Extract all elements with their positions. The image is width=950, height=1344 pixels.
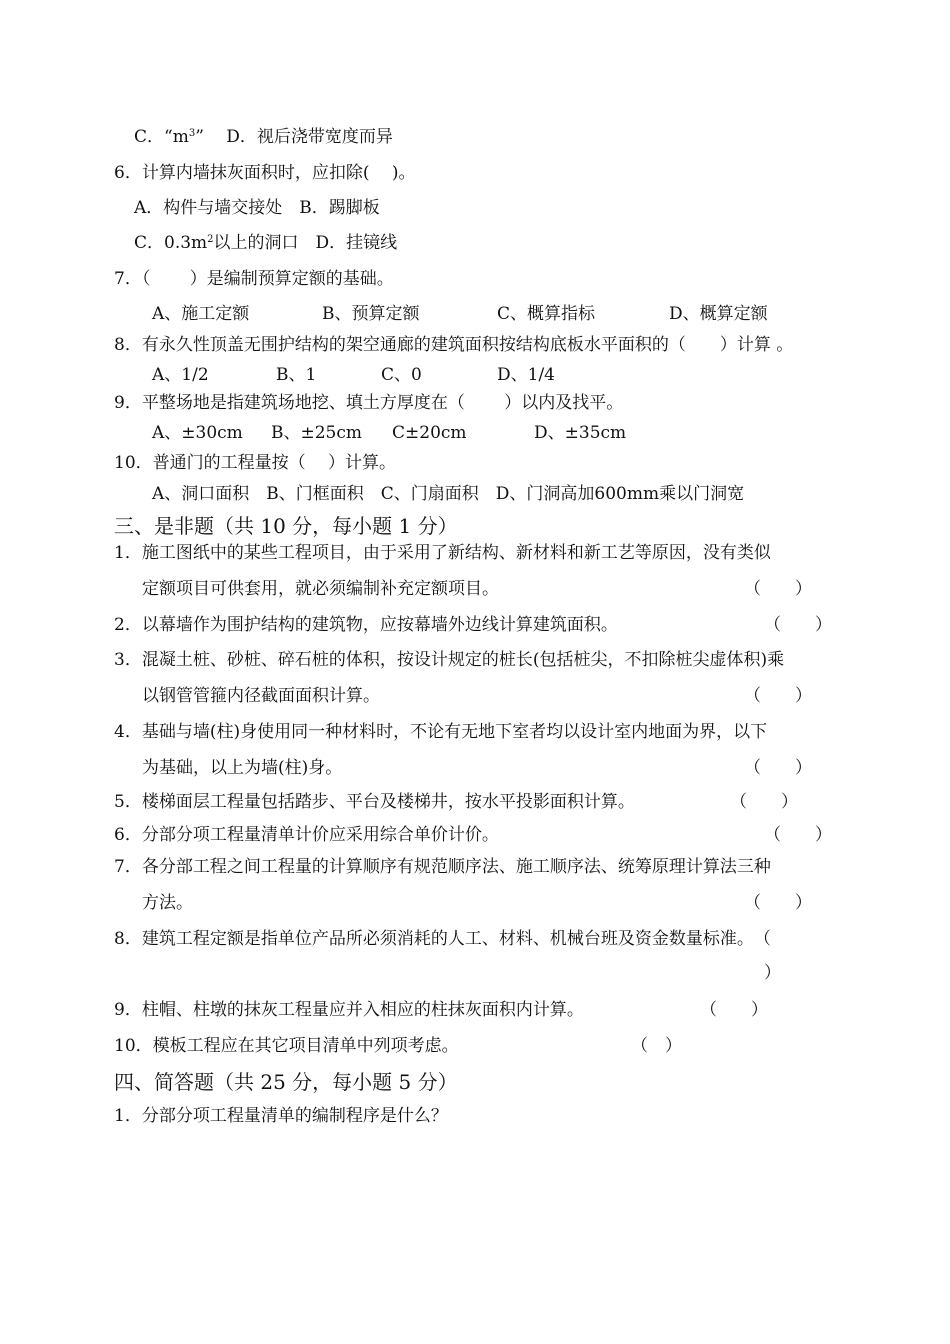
q9-option-c: C±20cm: [392, 423, 467, 443]
s3-item-6-answer-paren: （ ）: [764, 825, 832, 845]
q7-option-c: C、概算指标: [497, 304, 596, 324]
s3-item-9-line1: 9．柱帽、柱墩的抹灰工程量应并入相应的柱抹灰面积内计算。: [114, 1000, 584, 1020]
q7-stem: 7．（ ）是编制预算定额的基础。: [114, 269, 394, 289]
q5-option-cd: C．“$m^3$” D．视后浇带宽度而异: [134, 127, 393, 147]
s3-item-8-line1: 8．建筑工程定额是指单位产品所必须消耗的人工、材料、机械台班及资金数量标准。 （: [114, 929, 771, 949]
s3-item-10-line1: 10．模板工程应在其它项目清单中列项考虑。: [114, 1036, 459, 1056]
s3-item-7-line1: 7．各分部工程之间工程量的计算顺序有规范顺序法、施工顺序法、统筹原理计算法三种: [114, 857, 771, 877]
section-4-title: 四、简答题（共 25 分，每小题 5 分）: [114, 1070, 458, 1094]
s4-item-1: 1．分部分项工程量清单的编制程序是什么？: [114, 1106, 448, 1126]
s3-item-5-answer-paren: （ ）: [730, 792, 798, 812]
s3-item-6-line1: 6．分部分项工程量清单计价应采用综合单价计价。: [114, 825, 499, 845]
q7-option-d: D、概算定额: [669, 304, 768, 324]
q9-option-b: B、±25cm: [271, 423, 363, 443]
q7-option-b: B、预算定额: [322, 304, 420, 324]
s3-item-7-answer-paren: （ ）: [744, 893, 812, 913]
q6-option-cd: C．$0.3m^2$以上的洞口 D．挂镜线: [134, 233, 398, 253]
s3-item-8-line2: ）: [764, 963, 781, 983]
q6-stem: 6．计算内墙抹灰面积时，应扣除( )。: [114, 163, 416, 183]
q6-option-ab: A．构件与墙交接处 B．踢脚板: [134, 198, 380, 218]
s3-item-5-line1: 5．楼梯面层工程量包括踏步、平台及楼梯井，按水平投影面积计算。: [114, 792, 635, 812]
section-3-title: 三、是非题（共 10 分，每小题 1 分）: [114, 514, 458, 538]
s3-item-9-answer-paren: （ ）: [700, 1000, 768, 1020]
q8-option-a: A、1/2: [152, 365, 209, 385]
q8-option-c: C、0: [381, 365, 422, 385]
s3-item-4-line2: 为基础，以上为墙(柱)身。: [142, 758, 343, 778]
q7-option-a: A、施工定额: [152, 304, 250, 324]
q8-option-b: B、1: [276, 365, 317, 385]
s3-item-3-line2: 以钢管管箍内径截面面积计算。: [142, 686, 380, 706]
q9-option-a: A、±30cm: [152, 423, 243, 443]
s3-item-2-answer-paren: （ ）: [764, 615, 832, 635]
q9-option-d: D、±35cm: [534, 423, 627, 443]
s3-item-1-line1: 1．施工图纸中的某些工程项目，由于采用了新结构、新材料和新工艺等原因，没有类似: [114, 543, 771, 563]
s3-item-3-answer-paren: （ ）: [744, 686, 812, 706]
s3-item-10-answer-paren: （ ）: [631, 1036, 682, 1056]
q8-option-d: D、1/4: [497, 365, 555, 385]
q10-options: A、洞口面积 B、门框面积 C、门扇面积 D、门洞高加600mm乘以门洞宽: [152, 484, 745, 504]
s3-item-4-line1: 4．基础与墙(柱)身使用同一种材料时，不论有无地下室者均以设计室内地面为界，以下: [114, 722, 768, 742]
q8-stem: 8．有永久性顶盖无围护结构的架空通廊的建筑面积按结构底板水平面积的（ ）计算 。: [114, 335, 794, 355]
s3-item-1-answer-paren: （ ）: [744, 579, 812, 599]
s3-item-2-line1: 2．以幕墙作为围护结构的建筑物，应按幕墙外边线计算建筑面积。: [114, 615, 618, 635]
s3-item-4-answer-paren: （ ）: [744, 758, 812, 778]
q10-stem: 10．普通门的工程量按（ ）计算。: [114, 453, 397, 473]
s3-item-3-line1: 3．混凝土桩、砂桩、碎石桩的体积，按设计规定的桩长(包括桩尖，不扣除桩尖虚体积)乘: [114, 650, 785, 670]
s3-item-7-line2: 方法。: [142, 893, 193, 913]
q9-stem: 9．平整场地是指建筑场地挖、填土方厚度在（ ）以内及找平。: [114, 393, 624, 413]
s3-item-1-line2: 定额项目可供套用，就必须编制补充定额项目。: [142, 579, 499, 599]
